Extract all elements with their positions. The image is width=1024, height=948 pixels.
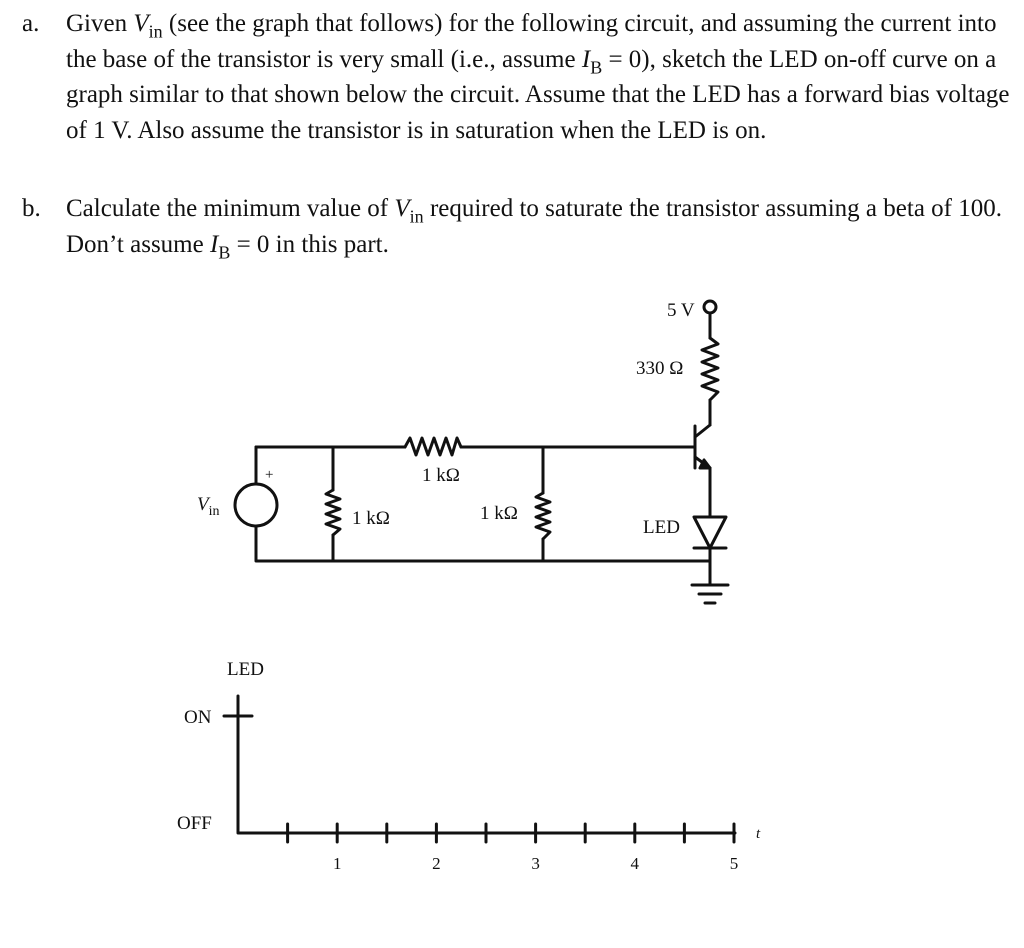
- transistor-npn-icon: [695, 425, 710, 468]
- x-tick-label: 5: [729, 854, 739, 873]
- graph-off-label: OFF: [177, 813, 212, 834]
- x-tick-label: 1: [332, 854, 342, 873]
- resistor-shunt-1-icon: [326, 490, 340, 535]
- x-tick-label: 3: [531, 854, 540, 873]
- ib-symbol-b: $I_B$: [209, 230, 231, 262]
- supply-terminal-icon: [704, 301, 716, 313]
- x-axis-ticks: [288, 824, 739, 873]
- part-a-text-3: = 0), sketch the LED on-off curve on a graph similar to that shown below the circuit. Assume that the LED has a forward bias voltage of 1 V. Also assume the transistor is in saturation when the LED is on.: [66, 45, 1010, 144]
- graph-y-title: LED: [227, 659, 264, 680]
- part-a-text-1: Given: [66, 10, 134, 37]
- resistor-shunt-1-label: 1 kΩ: [352, 508, 390, 529]
- resistor-series-icon: [405, 438, 461, 455]
- collector-resistor-icon: [702, 338, 718, 400]
- graph-on-label: ON: [184, 707, 212, 728]
- resistor-shunt-2-label: 1 kΩ: [480, 503, 518, 524]
- collector-resistor-label: 330 Ω: [636, 358, 684, 379]
- graph-x-label: t: [756, 826, 761, 842]
- x-tick-label: 2: [432, 854, 441, 873]
- part-b-text-3: = 0 in this part.: [230, 230, 389, 258]
- vin-symbol-b: $V_{in}$: [394, 195, 424, 227]
- vin-symbol: $V_{in}$: [133, 10, 163, 42]
- part-b-text-1: Calculate the minimum value of: [66, 195, 395, 222]
- resistor-shunt-2-icon: [536, 493, 550, 539]
- ground-icon: [692, 585, 728, 603]
- part-b-text-2: required to saturate the transistor assuming a beta of 100. Don’t assume: [66, 195, 1002, 258]
- source-label: $V_{in}$: [197, 494, 220, 519]
- x-tick-label: 4: [630, 854, 640, 873]
- led-label: LED: [643, 517, 680, 538]
- ib-symbol: $I_B$: [581, 45, 603, 77]
- source-polarity: +: [265, 467, 274, 483]
- supply-label: 5 V: [667, 300, 695, 321]
- resistor-series-label: 1 kΩ: [422, 465, 460, 486]
- vin-source-icon: [235, 484, 277, 526]
- part-b-label: b.: [22, 195, 41, 222]
- part-a-label: a.: [22, 10, 40, 37]
- graph-axes: [224, 696, 735, 833]
- part-a-text-2: (see the graph that follows) for the following circuit, and assuming the current into the base of the transistor is very small (i.e., assume: [66, 10, 997, 73]
- led-icon: [694, 517, 726, 548]
